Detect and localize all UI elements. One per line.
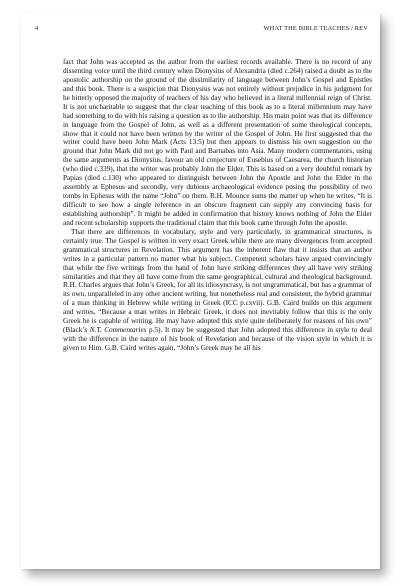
document-page — [21, 13, 380, 569]
body-text — [63, 58, 372, 353]
paragraph: fact that John was accepted as the author from the earliest records available. There is no record of any dissenting voice until the third century when Dionysius of Alexandria (died c.264) raised a doubt as to the apostolic authorship on the ground of the dissimilarity of language between John’s Gospel and Epistles and this book. There is a suspicion that Dionysius was not entirely without prejudice in his judgment for he bitterly opposed the majority of teachers of his day who believed in a literal millennial reign of Christ. It is not uncharitable to suggest that the clear teaching of this book as to a literal millennium may have had something to do with his raising a question as to the authorship. His main point was that its difference in language from the Gospel of John, as well as a different presentation of some theological concepts, show that it could not have been written by the writer of the Gospel of John. He first suggested that the writer could have been John Mark (Acts 13:5) but then appears to dismiss his own suggestion on the ground that John Mark did not go with Paul and Barnabas into Asia. Many modern commentators, using the same arguments as Dionysius, favour an old conjecture of Eusebius of Caesarea, the church historian (who died c.339), that the writer was probably John the Elder. This is based on a very doubtful remark by Papias (died c.130) who appeared to distinguish between John the Apostle and John the Elder in the assembly at Ephesus and secondly, very dubious archaeological evidence posing the possibility of two tombs in Ephesus with the name “John” on them. R.H. Mounce sums the matter up when he writes, “It is difficult to see how a single reference in an obscure fragment can supply any convincing basis for establishing authorship”. It might be added in confirmation that history knows nothing of John the Elder and recent scholarship supports the traditional claim that this book came through John the apostle. — [63, 58, 372, 227]
running-head — [35, 25, 368, 35]
page-number: 4 — [35, 25, 39, 32]
paragraph — [63, 228, 372, 353]
running-title: WHAT THE BIBLE TEACHES / REV — [263, 25, 368, 32]
paragraph-text: That there are differences in vocabulary, style and very particularly, in grammatical structures, is certainly true. The Gospel is written in very exact Greek while there are many divergences from accepted grammatical structures in Revelation. This argument has the inherent flaw that it insists that an author writes in a particular pattern no matter what his subject. Competent scholars have argued convincingly that while the five writings from the hand of John have striking differences they all have very striking similarities and that they all have come from the same geographical, cultural and theological background. R.H. Charles argues that John’s Greek, for all its idiosyncrasy, is not ungrammatical, but has a grammar of its own, unparalleled in any other ancient writing, but nonetheless real and consistent, the hybrid grammar of a man thinking in Hebrew while writing in Greek (ICC p.cxvii). G.B. Caird builds on this argument and writes, “Because a man writes in Hebraic Greek, it does not inevitably follow that this is the only Greek he is capable of writing. He may have adopted this style quite deliberately for reasons of his own” (Black’s — [63, 227, 372, 335]
italic-book-title: N.T. Commentaries — [89, 326, 147, 335]
paragraph-text: p.5). It may be suggested that John adopted this difference in style to deal with the difference in the nature of his book of Revelation and because of the vision style in which it is given to Him. G.B. Caird writes again, “John’s Greek may be all his — [63, 326, 372, 352]
